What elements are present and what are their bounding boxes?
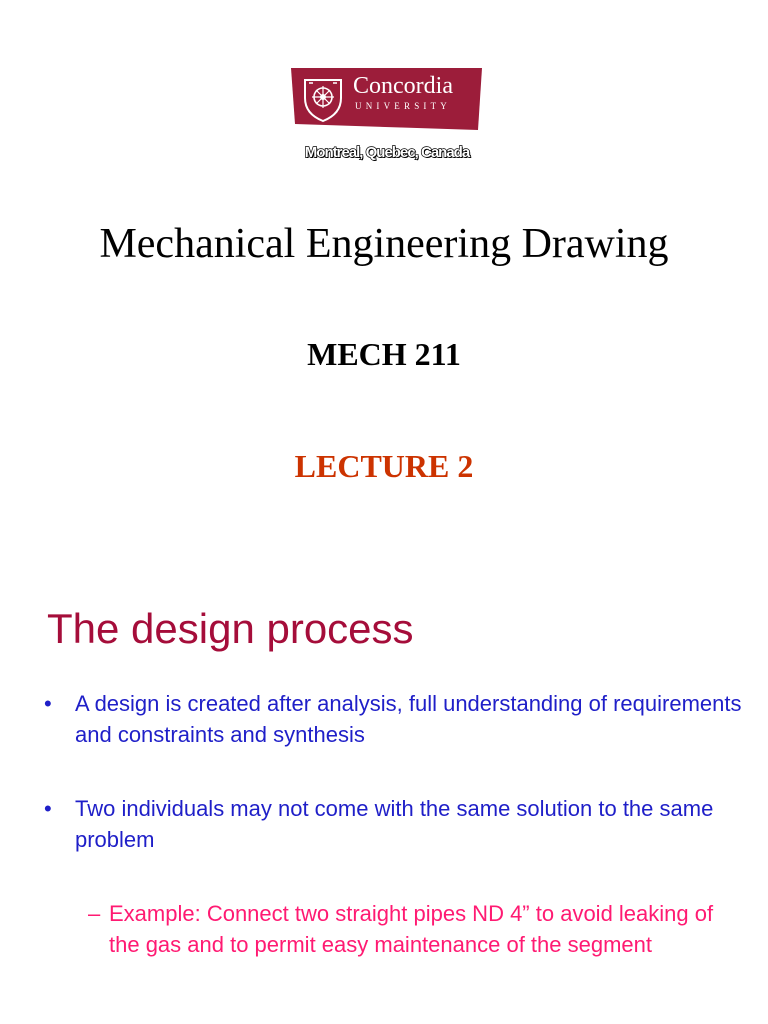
- course-code: MECH 211: [307, 336, 461, 372]
- page-title: Mechanical Engineering Drawing: [99, 221, 669, 267]
- lecture-label: LECTURE 2: [294, 448, 474, 484]
- sub-bullet-marker: –: [88, 901, 101, 926]
- bullet-marker: •: [44, 796, 52, 821]
- section-heading: The design process: [47, 605, 414, 652]
- bullet-text: A design is created after analysis, full understanding of requirements and constraints and synthesis: [75, 691, 742, 747]
- logo-subtitle: UNIVERSITY: [355, 101, 451, 111]
- concordia-logo: [291, 68, 482, 130]
- sub-bullet-text: Example: Connect two straight pipes ND 4” to avoid leaking of the gas and to permit easy maintenance of the segment: [109, 901, 714, 957]
- logo-name: Concordia: [353, 73, 453, 99]
- sub-bullet-item: [88, 898, 748, 960]
- bullet-text: Two individuals may not come with the same solution to the same problem: [75, 796, 714, 852]
- logo-text: [353, 72, 479, 112]
- location-caption: Montreal, Quebec, Canada: [304, 143, 470, 161]
- bullet-item: [44, 793, 744, 855]
- bullet-marker: •: [44, 691, 52, 716]
- bullet-item: [44, 688, 744, 750]
